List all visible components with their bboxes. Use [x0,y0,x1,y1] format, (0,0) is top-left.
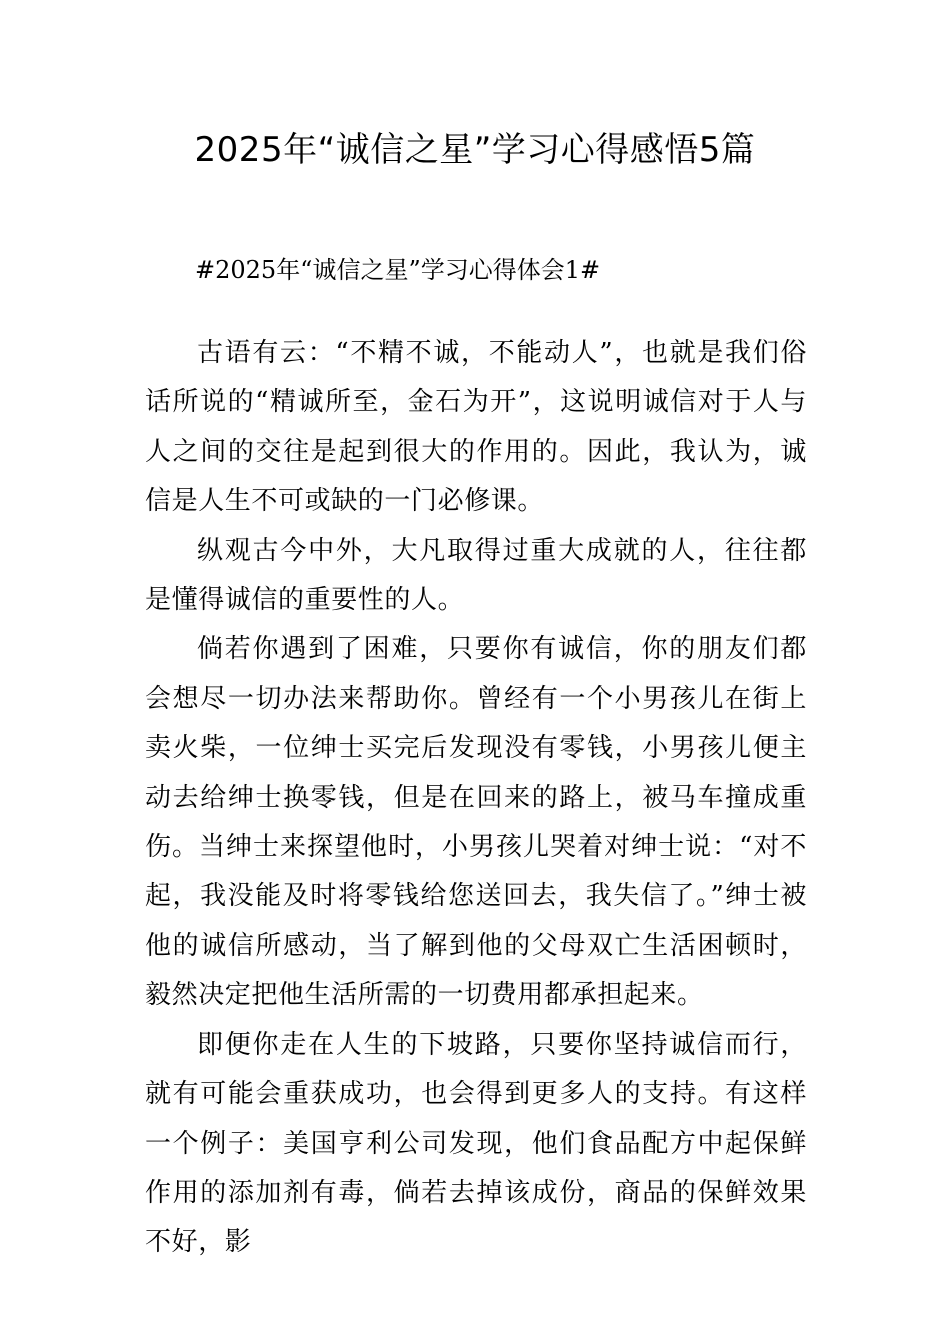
document-body [145,329,807,1268]
paragraph: 倘若你遇到了困难，只要你有诚信，你的朋友们都会想尽一切办法来帮助你。曾经有一个小男孩儿在街上卖火柴，一位绅士买完后发现没有零钱，小男孩儿便主动去给绅士换零钱，但是在回来的路上，被马车撞成重伤。当绅士来探望他时，小男孩儿哭着对绅士说：“对不起，我没能及时将零钱给您送回去，我失信了。”绅士被他的诚信所感动，当了解到他的父母双亡生活困顿时，毅然决定把他生活所需的一切费用都承担起来。 [145,634,807,1011]
section-heading: #2025年“诚信之星”学习心得体会1# [195,256,601,284]
paragraph: 即便你走在人生的下坡路，只要你坚持诚信而行，就有可能会重获成功，也会得到更多人的支持。有这样一个例子：美国亨利公司发现，他们食品配方中起保鲜作用的添加剂有毒，倘若去掉该成份，商品的保鲜效果不好，影 [145,1029,807,1258]
document-title: 2025年“诚信之星”学习心得感悟5篇 [194,130,756,170]
paragraph: 古语有云：“不精不诚，不能动人”，也就是我们俗话所说的“精诚所至，金石为开”，这说明诚信对于人与人之间的交往是起到很大的作用的。因此，我认为，诚信是人生不可或缺的一门必修课。 [145,338,807,517]
paragraph: 纵观古今中外，大凡取得过重大成就的人，往往都是懂得诚信的重要性的人。 [145,535,807,616]
